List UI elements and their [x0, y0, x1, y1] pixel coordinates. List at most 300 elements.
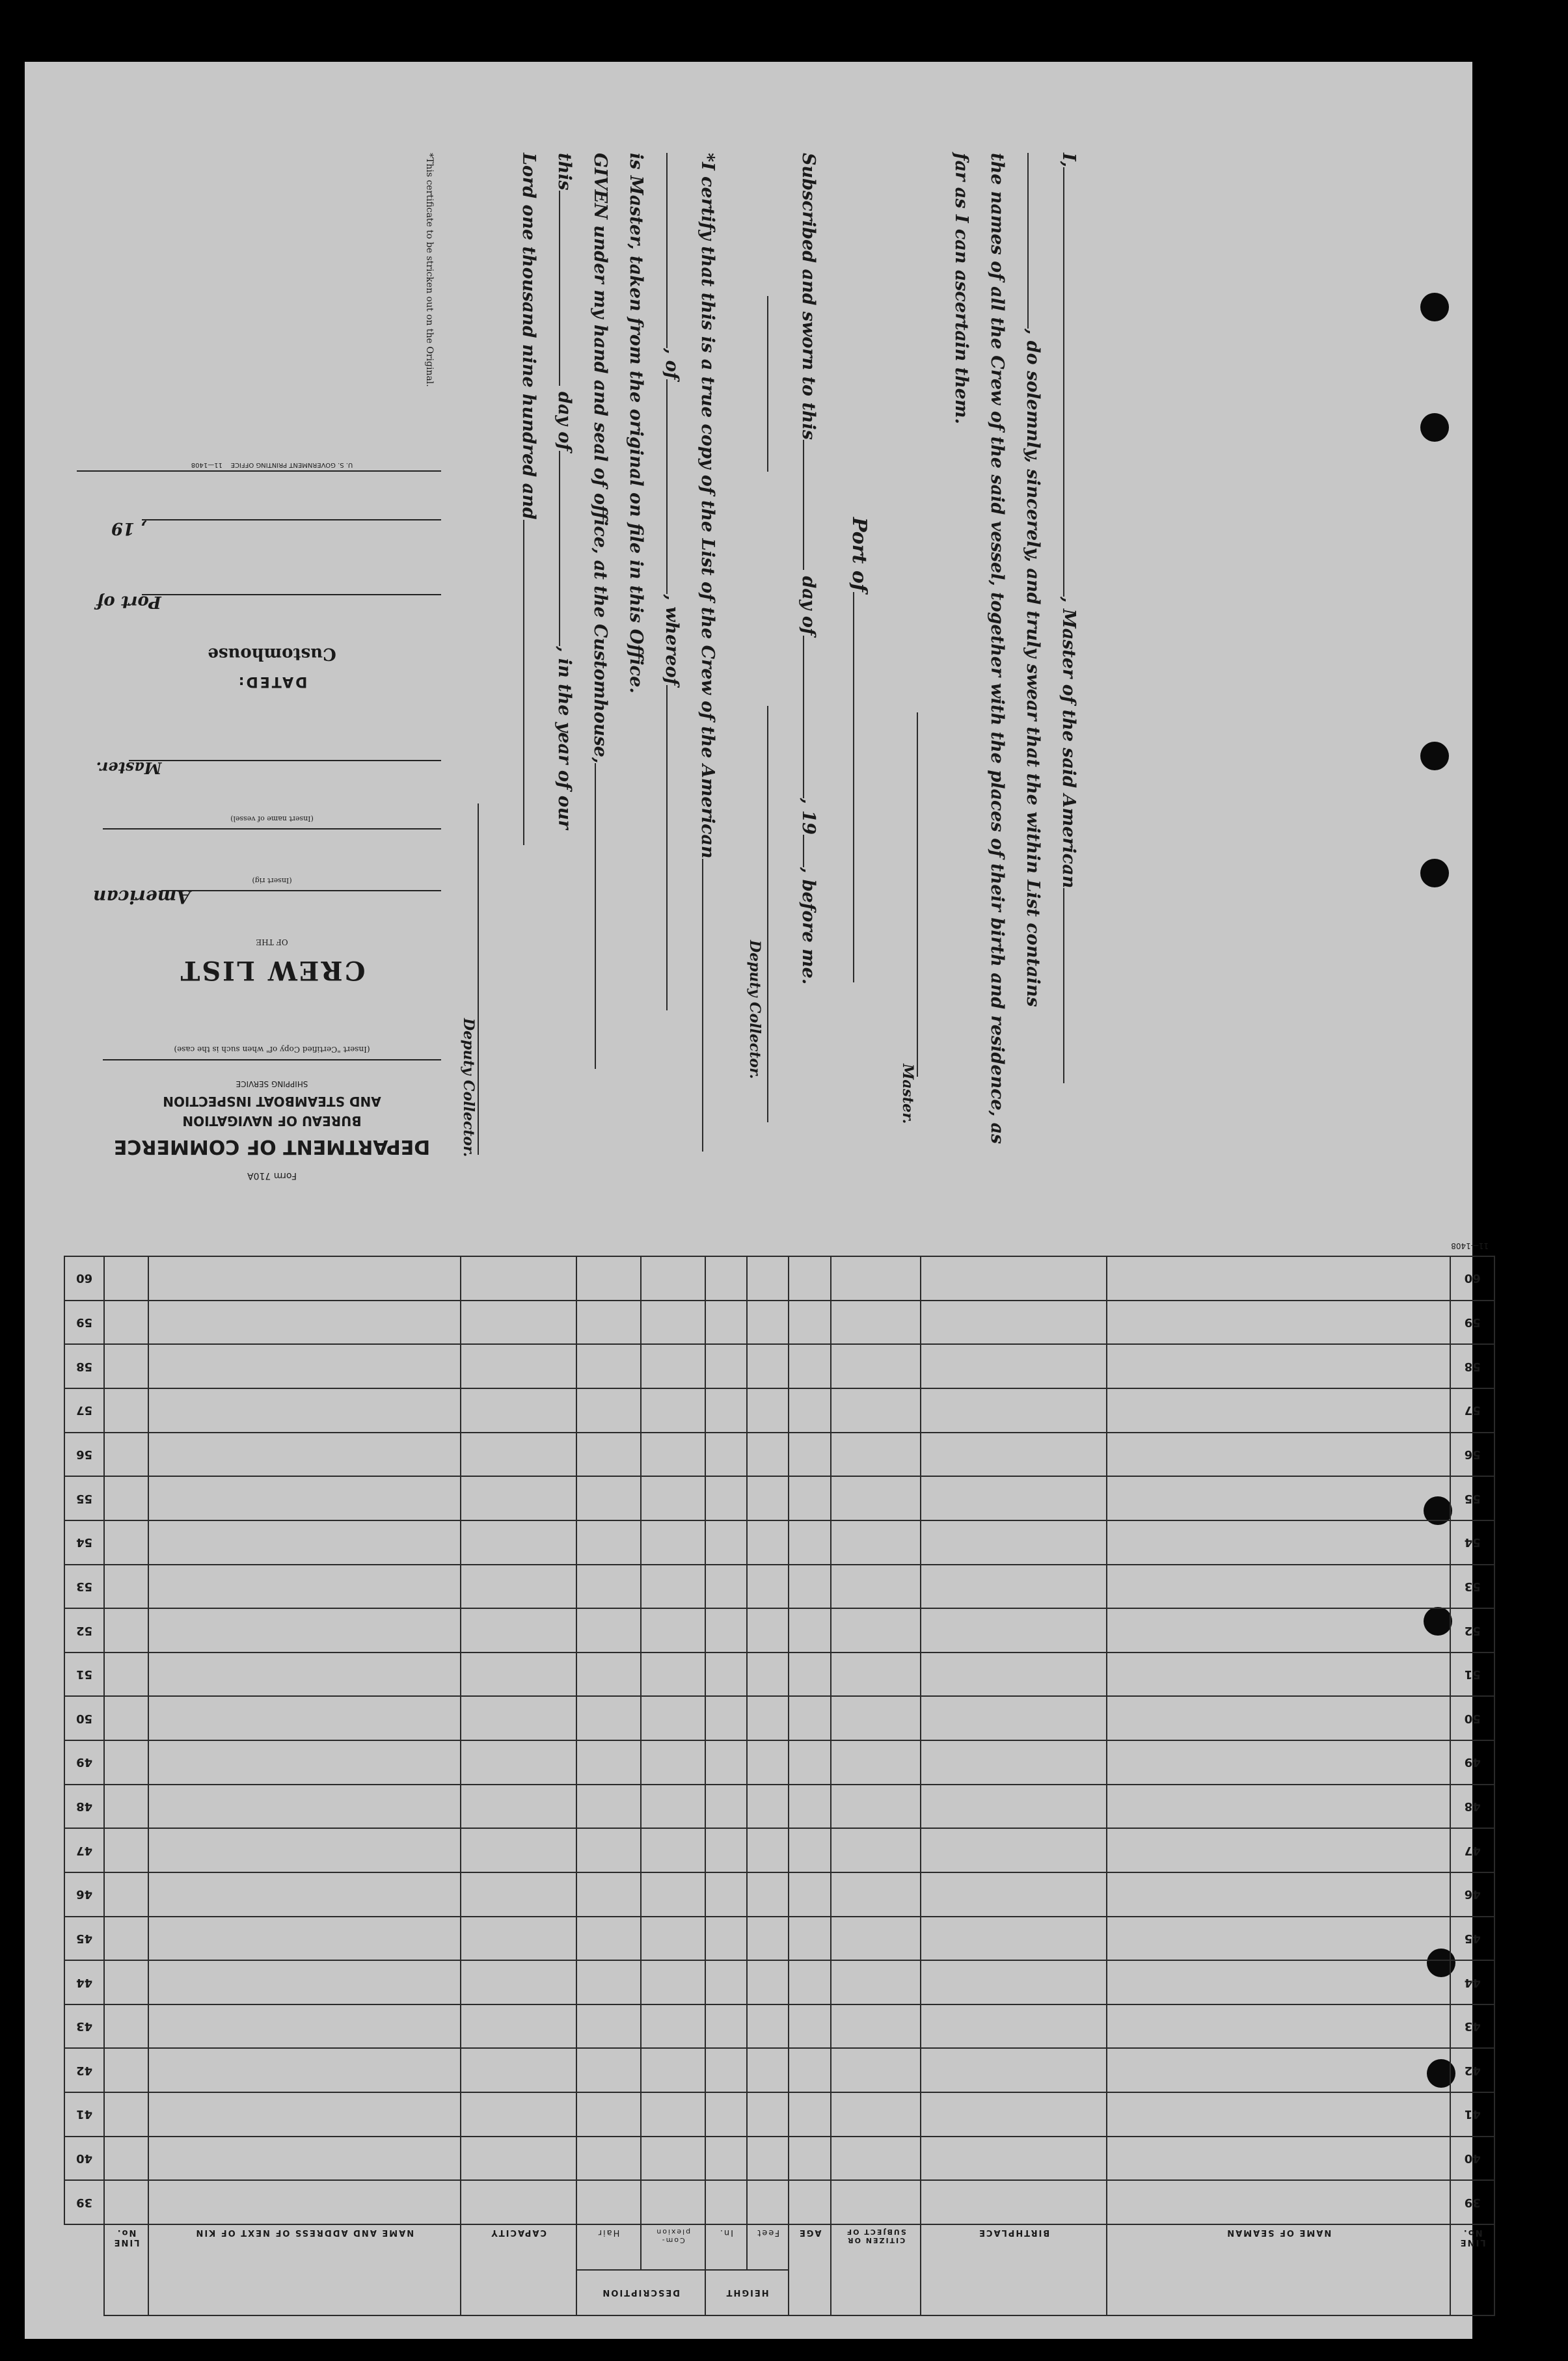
table-cell — [461, 2180, 576, 2224]
table-cell — [148, 1785, 461, 1829]
table-cell — [1107, 1301, 1450, 1345]
table-cell — [831, 1345, 921, 1389]
table-cell — [641, 1872, 705, 1917]
table-cell — [104, 1565, 148, 1609]
table-cell — [921, 1345, 1107, 1389]
table-cell — [789, 1960, 831, 2004]
table-cell — [921, 1433, 1107, 1477]
table-cell — [576, 1653, 641, 1697]
table-cell — [148, 1872, 461, 1917]
table-cell — [576, 2049, 641, 2093]
line-number: 55 — [64, 1476, 104, 1520]
col-line-no-right: LINE No. — [104, 2224, 148, 2315]
table-cell — [641, 1917, 705, 1961]
table-cell — [461, 1872, 576, 1917]
table-cell — [1107, 1960, 1450, 2004]
col-birthplace: BIRTHPLACE — [921, 2224, 1107, 2315]
table-row — [64, 1785, 1494, 1829]
table-cell — [641, 1301, 705, 1345]
table-cell — [104, 2180, 148, 2224]
table-cell — [831, 1256, 921, 1301]
table-cell — [461, 1740, 576, 1785]
table-row — [64, 1960, 1494, 2004]
cover-american: American — [92, 886, 191, 908]
table-cell — [921, 2049, 1107, 2093]
line-number: 54 — [64, 1520, 104, 1565]
table-cell — [747, 2092, 789, 2137]
table-cell — [747, 1872, 789, 1917]
table-cell — [921, 1520, 1107, 1565]
table-cell — [576, 1785, 641, 1829]
table-cell — [705, 1653, 747, 1697]
table-cell — [461, 1520, 576, 1565]
table-cell — [831, 1388, 921, 1433]
table-cell — [1107, 1256, 1450, 1301]
table-cell — [148, 1256, 461, 1301]
table-cell — [641, 1785, 705, 1829]
table-cell — [1107, 1697, 1450, 1741]
table-cell — [641, 1256, 705, 1301]
cover-insert-rig: (Insert rig) — [252, 876, 292, 885]
table-row — [64, 1256, 1494, 1301]
table-cell — [641, 1740, 705, 1785]
line-number: 53 — [64, 1565, 104, 1609]
table-row — [64, 1697, 1494, 1741]
table-cell — [104, 2004, 148, 2049]
line-number: 44 — [1450, 1960, 1494, 2004]
table-cell — [148, 1388, 461, 1433]
table-cell — [831, 1433, 921, 1477]
table-cell — [789, 1697, 831, 1741]
line-number: 45 — [1450, 1917, 1494, 1961]
table-cell — [789, 2092, 831, 2137]
line-number: 59 — [64, 1301, 104, 1345]
oath-line4: far as I can ascertain them. — [951, 153, 971, 424]
table-cell — [747, 1388, 789, 1433]
table-cell — [104, 1917, 148, 1961]
table-footer-code: 11—1408 — [1451, 1241, 1489, 1250]
table-cell — [461, 1388, 576, 1433]
table-cell — [1107, 1785, 1450, 1829]
cover-form-number: Form 710A — [247, 1170, 297, 1181]
table-cell — [148, 1565, 461, 1609]
table-cell — [148, 1608, 461, 1653]
table-cell — [831, 2004, 921, 2049]
table-cell — [705, 2180, 747, 2224]
table-cell — [461, 1917, 576, 1961]
table-cell — [576, 1388, 641, 1433]
oath-in-the-year: , in the year of our — [554, 646, 574, 830]
table-cell — [104, 1433, 148, 1477]
line-number: 58 — [1450, 1345, 1494, 1389]
table-cell — [641, 2137, 705, 2181]
line-number: 49 — [1450, 1740, 1494, 1785]
table-row — [64, 1476, 1494, 1520]
table-cell — [104, 1872, 148, 1917]
cover-shipping-service: SHIPPING SERVICE — [236, 1079, 308, 1088]
line-number: 53 — [1450, 1565, 1494, 1609]
table-cell — [104, 1520, 148, 1565]
table-cell — [1107, 1565, 1450, 1609]
line-number: 60 — [64, 1256, 104, 1301]
table-row — [64, 1433, 1494, 1477]
line-number: 52 — [64, 1608, 104, 1653]
oath-master-label: Master. — [899, 1064, 916, 1124]
col-name-of-seaman: NAME OF SEAMAN — [1107, 2224, 1450, 2315]
table-cell — [461, 1345, 576, 1389]
oath-day-of-2: day of — [554, 391, 574, 452]
table-cell — [705, 2137, 747, 2181]
table-cell — [747, 1476, 789, 1520]
table-row — [64, 1740, 1494, 1785]
oath-of: , of — [662, 348, 682, 380]
table-cell — [747, 1256, 789, 1301]
table-cell — [148, 2180, 461, 2224]
table-cell — [705, 1345, 747, 1389]
table-cell — [921, 1608, 1107, 1653]
table-cell — [789, 2049, 831, 2093]
table-cell — [705, 2092, 747, 2137]
table-cell — [104, 1256, 148, 1301]
table-cell — [921, 1256, 1107, 1301]
line-number: 46 — [1450, 1872, 1494, 1917]
line-number: 51 — [1450, 1653, 1494, 1697]
col-height: HEIGHT — [705, 2270, 789, 2315]
col-age: AGE — [789, 2224, 831, 2315]
cover-department: DEPARTMENT OF COMMERCE — [113, 1135, 431, 1158]
table-cell — [641, 1828, 705, 1872]
table-cell — [747, 1345, 789, 1389]
table-cell — [921, 1872, 1107, 1917]
oath-before-me: , before me. — [798, 867, 818, 985]
table-cell — [576, 1740, 641, 1785]
table-row — [64, 1345, 1494, 1389]
oath-port-of: Port of — [848, 517, 871, 592]
table-cell — [1107, 2049, 1450, 2093]
col-complexion: Com-plexion — [641, 2224, 705, 2270]
line-number: 57 — [64, 1388, 104, 1433]
table-cell — [747, 1740, 789, 1785]
crew-rows — [64, 1256, 1494, 2224]
table-cell — [921, 1653, 1107, 1697]
table-row — [64, 2180, 1494, 2224]
table-cell — [148, 1697, 461, 1741]
table-cell — [705, 1520, 747, 1565]
table-cell — [1107, 2137, 1450, 2181]
table-cell — [641, 1345, 705, 1389]
table-cell — [148, 1520, 461, 1565]
table-cell — [104, 1608, 148, 1653]
cover-dated: DATED: — [236, 673, 308, 690]
table-cell — [747, 2180, 789, 2224]
table-cell — [461, 2004, 576, 2049]
line-number: 45 — [64, 1917, 104, 1961]
table-cell — [1107, 2004, 1450, 2049]
table-cell — [705, 1828, 747, 1872]
table-cell — [148, 1917, 461, 1961]
table-cell — [1107, 1653, 1450, 1697]
line-number: 43 — [64, 2004, 104, 2049]
table-cell — [1107, 1433, 1450, 1477]
punch-hole — [1420, 742, 1449, 770]
table-cell — [789, 1433, 831, 1477]
table-cell — [1107, 1388, 1450, 1433]
table-cell — [831, 1917, 921, 1961]
col-inches: In. — [705, 2224, 747, 2270]
table-cell — [104, 2049, 148, 2093]
table-cell — [1107, 1608, 1450, 1653]
table-cell — [747, 1608, 789, 1653]
table-cell — [831, 1872, 921, 1917]
table-cell — [747, 1565, 789, 1609]
table-cell — [461, 1476, 576, 1520]
table-cell — [747, 1960, 789, 2004]
table-cell — [1107, 1872, 1450, 1917]
table-cell — [705, 1433, 747, 1477]
table-cell — [148, 2137, 461, 2181]
oath-is-master: is Master, taken from the original on file in this Office. — [626, 153, 646, 694]
oath-deputy-collector-2: Deputy Collector. — [460, 1018, 477, 1157]
table-cell — [104, 1740, 148, 1785]
table-cell — [576, 1608, 641, 1653]
table-cell — [789, 1520, 831, 1565]
line-number: 42 — [1450, 2049, 1494, 2093]
oath-lord: Lord one thousand nine hundred and — [519, 153, 539, 520]
oath-i: I, — [1059, 153, 1079, 168]
line-number: 44 — [64, 1960, 104, 2004]
table-cell — [104, 1960, 148, 2004]
table-cell — [789, 1653, 831, 1697]
crew-table — [64, 1241, 1495, 2316]
table-row — [64, 1917, 1494, 1961]
table-cell — [747, 2049, 789, 2093]
table-cell — [921, 1828, 1107, 1872]
col-feet: Feet — [747, 2224, 789, 2270]
line-number: 47 — [64, 1828, 104, 1872]
table-cell — [104, 1301, 148, 1345]
table-row — [64, 1608, 1494, 1653]
table-cell — [921, 2137, 1107, 2181]
line-number: 43 — [1450, 2004, 1494, 2049]
cover-insert-name: (Insert name of vessel) — [230, 815, 314, 823]
oath-deputy-collector: Deputy Collector. — [746, 940, 763, 1079]
line-number: 50 — [64, 1697, 104, 1741]
table-cell — [789, 1608, 831, 1653]
table-cell — [148, 2049, 461, 2093]
table-cell — [705, 1960, 747, 2004]
table-cell — [747, 1828, 789, 1872]
table-cell — [1107, 2092, 1450, 2137]
table-cell — [461, 1785, 576, 1829]
cover-bureau-1: BUREAU OF NAVIGATION — [182, 1113, 362, 1129]
table-cell — [576, 1256, 641, 1301]
line-number: 47 — [1450, 1828, 1494, 1872]
line-number: 46 — [64, 1872, 104, 1917]
table-cell — [641, 2092, 705, 2137]
line-number: 54 — [1450, 1520, 1494, 1565]
punch-hole — [1420, 859, 1449, 887]
table-cell — [1107, 1917, 1450, 1961]
oath-whereof: , whereof — [662, 594, 682, 686]
table-cell — [831, 2049, 921, 2093]
table-cell — [1107, 1476, 1450, 1520]
table-cell — [148, 2004, 461, 2049]
line-number: 56 — [1450, 1433, 1494, 1477]
line-number: 50 — [1450, 1697, 1494, 1741]
table-cell — [461, 1653, 576, 1697]
table-cell — [705, 2049, 747, 2093]
line-number: 41 — [1450, 2092, 1494, 2137]
table-cell — [148, 1476, 461, 1520]
col-line-no: LINE No. — [1450, 2224, 1494, 2315]
table-cell — [921, 2180, 1107, 2224]
table-cell — [747, 1697, 789, 1741]
table-cell — [831, 1653, 921, 1697]
table-cell — [831, 2092, 921, 2137]
table-cell — [576, 1960, 641, 2004]
table-cell — [789, 2137, 831, 2181]
line-number: 58 — [64, 1345, 104, 1389]
table-cell — [921, 1697, 1107, 1741]
table-cell — [576, 1917, 641, 1961]
table-cell — [461, 1697, 576, 1741]
cover-code: 11—1408 — [191, 461, 223, 468]
table-cell — [576, 1520, 641, 1565]
table-row — [64, 2092, 1494, 2137]
line-number: 42 — [64, 2049, 104, 2093]
table-cell — [461, 1256, 576, 1301]
table-cell — [705, 1740, 747, 1785]
table-cell — [576, 2180, 641, 2224]
table-cell — [789, 2180, 831, 2224]
table-cell — [641, 1476, 705, 1520]
table-cell — [705, 1872, 747, 1917]
oath-line2: , do solemnly, sincerely, and truly swear that the within List contains — [1023, 329, 1043, 1007]
table-row — [64, 2049, 1494, 2093]
line-number: 48 — [64, 1785, 104, 1829]
table-cell — [148, 1345, 461, 1389]
oath-day-of: day of — [798, 576, 818, 636]
table-cell — [104, 1828, 148, 1872]
col-citizen: CITIZEN OR SUBJECT OF — [831, 2224, 921, 2315]
table-cell — [461, 1608, 576, 1653]
table-cell — [921, 2092, 1107, 2137]
table-cell — [461, 1433, 576, 1477]
cover-panel — [64, 179, 480, 1194]
cover-port-of: Port of — [96, 592, 161, 612]
line-number: 41 — [64, 2092, 104, 2137]
table-cell — [705, 1301, 747, 1345]
table-cell — [576, 1476, 641, 1520]
oath-footnote: *This certificate to be stricken out on the Original. — [424, 153, 435, 387]
cover-year: , 19 — [111, 519, 147, 538]
table-cell — [576, 1565, 641, 1609]
table-cell — [641, 1608, 705, 1653]
line-number: 59 — [1450, 1301, 1494, 1345]
table-cell — [576, 2092, 641, 2137]
table-cell — [148, 1653, 461, 1697]
table-cell — [576, 1828, 641, 1872]
table-cell — [921, 1740, 1107, 1785]
table-cell — [641, 2004, 705, 2049]
table-row — [64, 1828, 1494, 1872]
table-cell — [705, 1256, 747, 1301]
table-cell — [705, 1608, 747, 1653]
cover-of-the: OF THE — [256, 938, 288, 947]
col-hair: Hair — [576, 2224, 641, 2270]
table-row — [64, 1388, 1494, 1433]
table-cell — [831, 1960, 921, 2004]
table-cell — [705, 1388, 747, 1433]
table-cell — [104, 2092, 148, 2137]
line-number: 52 — [1450, 1608, 1494, 1653]
table-cell — [104, 1345, 148, 1389]
table-cell — [831, 1608, 921, 1653]
table-cell — [705, 1476, 747, 1520]
table-cell — [831, 2137, 921, 2181]
table-cell — [576, 1872, 641, 1917]
table-cell — [461, 2092, 576, 2137]
table-cell — [104, 1388, 148, 1433]
punch-hole — [1420, 293, 1449, 321]
table-row — [64, 1872, 1494, 1917]
cover-gpo: U. S. GOVERNMENT PRINTING OFFICE — [230, 461, 353, 468]
table-cell — [104, 2137, 148, 2181]
table-cell — [921, 1388, 1107, 1433]
line-number: 60 — [1450, 1256, 1494, 1301]
table-cell — [104, 1697, 148, 1741]
table-cell — [1107, 2180, 1450, 2224]
table-cell — [641, 2180, 705, 2224]
table-cell — [641, 2049, 705, 2093]
table-cell — [789, 1828, 831, 1872]
table-cell — [641, 1565, 705, 1609]
table-cell — [789, 1785, 831, 1829]
table-cell — [831, 1301, 921, 1345]
table-cell — [921, 2004, 1107, 2049]
table-cell — [921, 1917, 1107, 1961]
table-cell — [921, 1301, 1107, 1345]
table-cell — [461, 1960, 576, 2004]
table-cell — [641, 1960, 705, 2004]
line-number: 48 — [1450, 1785, 1494, 1829]
oath-given: GIVEN under my hand and seal of office, at the Customhouse, — [590, 153, 610, 764]
table-cell — [789, 1917, 831, 1961]
table-row — [64, 1520, 1494, 1565]
oath-line3: the names of all the Crew of the said vessel, together with the places of their birth and residence, as — [987, 153, 1007, 1144]
line-number: 55 — [1450, 1476, 1494, 1520]
table-cell — [789, 1388, 831, 1433]
table-cell — [576, 2137, 641, 2181]
cover-bureau-2: AND STEAMBOAT INSPECTION — [163, 1094, 381, 1109]
table-cell — [1107, 1520, 1450, 1565]
table-cell — [1107, 1345, 1450, 1389]
table-cell — [831, 1828, 921, 1872]
table-cell — [576, 1433, 641, 1477]
table-cell — [641, 1653, 705, 1697]
table-cell — [461, 1565, 576, 1609]
table-cell — [641, 1433, 705, 1477]
table-cell — [831, 2180, 921, 2224]
line-number: 51 — [64, 1653, 104, 1697]
col-next-of-kin: NAME AND ADDRESS OF NEXT OF KIN — [148, 2224, 461, 2315]
table-cell — [789, 1872, 831, 1917]
cover-insert-certified: (Insert "Certified Copy of" when such is the case) — [174, 1045, 370, 1054]
table-cell — [1107, 1740, 1450, 1785]
document-page — [25, 62, 1489, 2339]
table-cell — [148, 1433, 461, 1477]
table-cell — [921, 1785, 1107, 1829]
